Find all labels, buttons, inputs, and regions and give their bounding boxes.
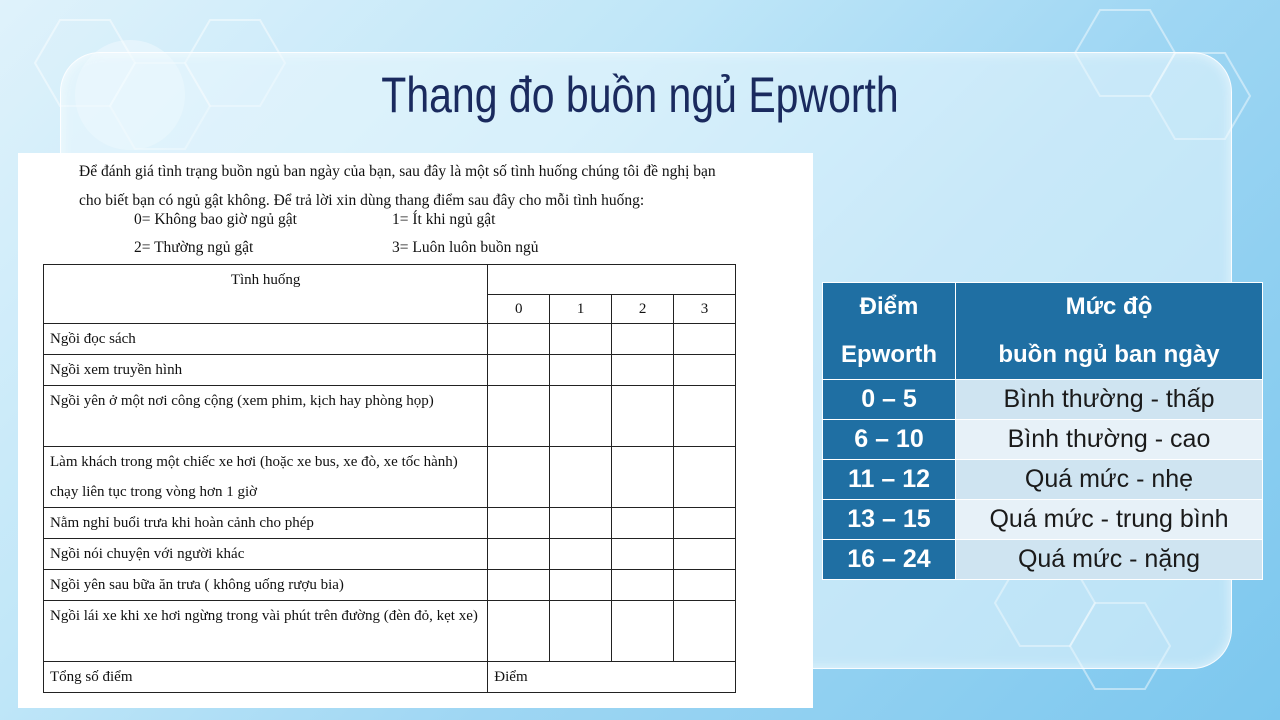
score-range: 6 – 10 — [823, 420, 956, 460]
score-cell[interactable] — [612, 539, 674, 570]
sleepiness-level: Quá mức - trung bình — [956, 500, 1263, 540]
intro-line-1: Để đánh giá tình trạng buồn ngủ ban ngày của bạn, sau đây là một số tình huống chúng tôi đề nghị bạn — [79, 163, 716, 180]
sleepiness-level: Quá mức - nhẹ — [956, 460, 1263, 500]
total-row — [44, 662, 736, 693]
epworth-score-table — [822, 282, 1263, 580]
score-column-0: 0 — [488, 295, 550, 324]
score-column-2: 2 — [612, 295, 674, 324]
score-cell[interactable] — [488, 355, 550, 386]
table-row — [44, 570, 736, 601]
score-cell[interactable] — [488, 447, 550, 508]
score-cell[interactable] — [612, 324, 674, 355]
table-row — [823, 500, 1263, 540]
table-row — [44, 355, 736, 386]
score-column-1: 1 — [550, 295, 612, 324]
table-row — [44, 324, 736, 355]
situation-table — [43, 264, 736, 693]
situation-label: Nằm nghỉ buổi trưa khi hoàn cảnh cho phép — [44, 508, 488, 539]
questionnaire-document — [18, 153, 813, 708]
score-cell[interactable] — [488, 508, 550, 539]
header-col2-line1: Mức độ — [1065, 293, 1153, 320]
score-cell[interactable] — [674, 324, 736, 355]
table-row — [44, 508, 736, 539]
score-cell[interactable] — [674, 355, 736, 386]
situation-label: Làm khách trong một chiếc xe hơi (hoặc xe bus, xe đò, xe tốc hành) chạy liên tục trong vòng hơn 1 giờ — [44, 447, 488, 508]
score-cell[interactable] — [612, 601, 674, 662]
score-cell[interactable] — [674, 508, 736, 539]
table-row — [44, 601, 736, 662]
score-cell[interactable] — [612, 447, 674, 508]
scale-item-3: 3= Luôn luôn buồn ngủ — [392, 239, 539, 256]
table-row — [823, 420, 1263, 460]
page-title: Thang đo buồn ngủ Epworth — [381, 67, 899, 123]
header-sleepiness-level — [956, 283, 1263, 380]
total-value-label: Điểm — [488, 662, 736, 693]
score-cell[interactable] — [674, 447, 736, 508]
score-cell[interactable] — [488, 570, 550, 601]
score-cell[interactable] — [550, 447, 612, 508]
header-col1-line1: Điểm — [859, 293, 919, 320]
score-cell[interactable] — [674, 539, 736, 570]
table-row — [823, 460, 1263, 500]
score-cell[interactable] — [488, 539, 550, 570]
sleepiness-level: Quá mức - nặng — [956, 540, 1263, 580]
situation-label: Ngồi đọc sách — [44, 324, 488, 355]
table-row — [44, 539, 736, 570]
score-range: 0 – 5 — [823, 380, 956, 420]
score-cell[interactable] — [674, 386, 736, 447]
table-row — [44, 447, 736, 508]
score-cell[interactable] — [488, 386, 550, 447]
total-label: Tổng số điểm — [44, 662, 488, 693]
situation-label: Ngồi lái xe khi xe hơi ngừng trong vài phút trên đường (đèn đỏ, kẹt xe) — [44, 601, 488, 662]
scale-item-0: 0= Không bao giờ ngủ gật — [134, 211, 297, 228]
table-row — [823, 380, 1263, 420]
intro-line-2: cho biết bạn có ngủ gật không. Để trả lời xin dùng thang điểm sau đây cho mỗi tình huống: — [79, 192, 645, 209]
score-cell[interactable] — [550, 324, 612, 355]
score-cell[interactable] — [550, 570, 612, 601]
sleepiness-level: Bình thường - thấp — [956, 380, 1263, 420]
situation-label: Ngồi xem truyền hình — [44, 355, 488, 386]
situation-label: Ngồi yên ở một nơi công cộng (xem phim, kịch hay phòng họp) — [44, 386, 488, 447]
header-epworth-score — [823, 283, 956, 380]
score-cell[interactable] — [550, 386, 612, 447]
header-situation: Tình huống — [44, 265, 488, 324]
score-cell[interactable] — [550, 539, 612, 570]
score-cell[interactable] — [550, 355, 612, 386]
score-range: 13 – 15 — [823, 500, 956, 540]
score-cell[interactable] — [612, 355, 674, 386]
score-cell[interactable] — [550, 601, 612, 662]
score-cell[interactable] — [674, 570, 736, 601]
score-cell[interactable] — [612, 386, 674, 447]
score-range: 11 – 12 — [823, 460, 956, 500]
score-cell[interactable] — [550, 508, 612, 539]
header-col1-line2: Epworth — [841, 341, 937, 368]
situation-label: Ngồi yên sau bữa ăn trưa ( không uống rượu bia) — [44, 570, 488, 601]
score-cell[interactable] — [488, 601, 550, 662]
score-column-3: 3 — [674, 295, 736, 324]
score-cell[interactable] — [488, 324, 550, 355]
table-row — [44, 386, 736, 447]
scale-item-1: 1= Ít khi ngủ gật — [392, 211, 496, 228]
score-cell[interactable] — [612, 508, 674, 539]
score-cell[interactable] — [612, 570, 674, 601]
questionnaire-intro — [79, 157, 799, 215]
sleepiness-level: Bình thường - cao — [956, 420, 1263, 460]
header-col2-line2: buồn ngủ ban ngày — [998, 341, 1220, 368]
table-row — [823, 540, 1263, 580]
score-range: 16 – 24 — [823, 540, 956, 580]
scale-item-2: 2= Thường ngủ gật — [134, 239, 254, 256]
header-score-blank — [488, 265, 736, 295]
score-cell[interactable] — [674, 601, 736, 662]
situation-label: Ngồi nói chuyện với người khác — [44, 539, 488, 570]
